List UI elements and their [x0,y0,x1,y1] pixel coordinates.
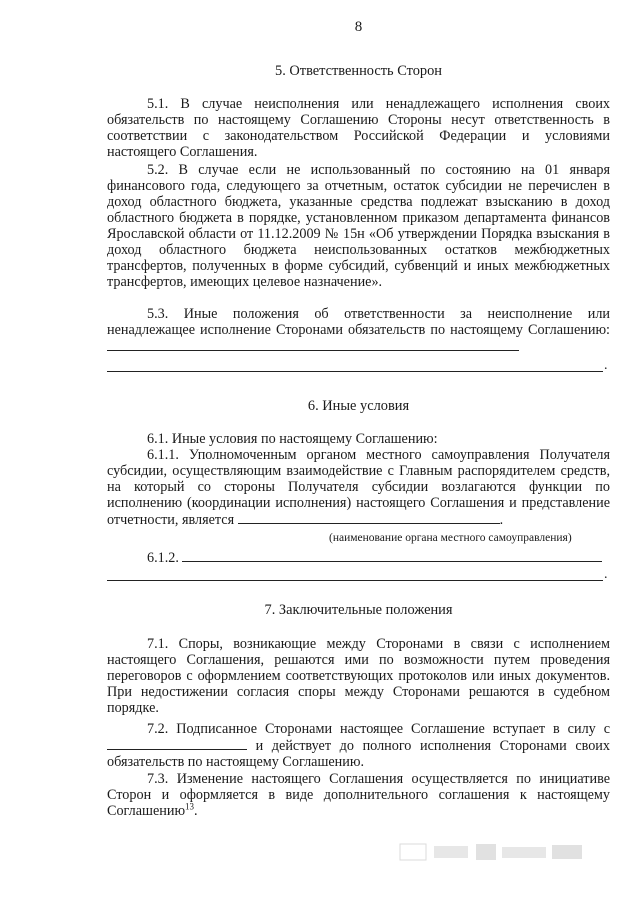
blank-5-3-period: . [604,358,608,373]
paragraph-6-1-2 [107,549,610,566]
paragraph-5-3-text: 5.3. Иные положения об ответственности за неисполнение или ненадлежащее исполнение Сторонами обязательств по настоящему Соглашению: [107,306,610,338]
caption-organ-name: (наименование органа местного самоуправления) [329,532,572,544]
blank-6-1-2-line-2[interactable] [107,580,603,581]
section-5-title: 5. Ответственность Сторон [275,63,442,79]
blank-7-2-date[interactable] [107,737,247,750]
blank-5-3-line-1[interactable] [107,338,519,351]
paragraph-5-2: 5.2. В случае если не использованный по состоянию на 01 января финансового года, следующего за отчетным, остаток субсидии не перечислен в доход областного бюджета, указанные средства подлежат взысканию в доход областного бюджета в порядке, установленном приказом департамента финансов Ярославской области от 11.12.2009 № 15н «Об утверждении Порядка взыскания в доход областного бюджета неиспользованных остатков межбюджетных трансфертов, полученных в форме субсидий, субвенций и иных межбюджетных трансфертов, имеющих целевое назначение». [107,162,610,290]
paragraph-5-3 [107,306,610,355]
paragraph-6-1-1: 6.1.1. Уполномоченным органом местного самоуправления Получателя субсидии, осуществляющим взаимодействие с Главным распорядителем средств, на который со стороны Получателя субсидии возлагаются функции по исполнению (координации исполнения) настоящего Соглашения и представление отчетности, является . [107,447,610,528]
paragraph-6-1-2-label: 6.1.2. [147,550,179,566]
paragraph-6-1-1-text: 6.1.1. Уполномоченным органом местного самоуправления Получателя субсидии, осуществляющим взаимодействие с Главным распорядителем средств, на который со стороны Получателя субсидии возлагаются функции по исполнению (координации исполнения) настоящего Соглашения и представление отчетности, является [107,447,610,528]
faint-stamp-mark [398,838,598,864]
paragraph-7-2-text-a: 7.2. Подписанное Сторонами настоящее Соглашение вступает в силу с [147,721,610,737]
paragraph-7-1: 7.1. Споры, возникающие между Сторонами в связи с исполнением настоящего Соглашения, решаются ими по возможности путем проведения переговоров с оформлением соответствующих протоколов или иных документов. При недостижении согласия споры между Сторонами решаются в судебном порядке. [107,636,610,716]
blank-6-1-2-period: . [604,567,608,582]
section-7-title: 7. Заключительные положения [264,602,453,618]
paragraph-6-1: 6.1. Иные условия по настоящему Соглашению: [147,431,438,447]
blank-6-1-2-line-1[interactable] [182,549,602,562]
paragraph-5-1: 5.1. В случае неисполнения или ненадлежащего исполнения своих обязательств по настоящему Соглашению Стороны несут ответственность в соответствии с законодательством Российской Федерации и условиями настоящего Соглашения. [107,96,610,160]
page-number: 8 [354,19,363,35]
paragraph-7-2-text-b: и действует до полного исполнения Сторонами своих обязательств по настоящему Соглашению. [107,738,610,770]
blank-5-3-line-2[interactable] [107,371,603,372]
paragraph-7-3 [107,771,610,819]
blank-6-1-1-line[interactable] [238,511,500,524]
section-6-title: 6. Иные условия [307,398,410,414]
footnote-ref-13[interactable]: 13 [185,801,195,812]
paragraph-7-3-text: 7.3. Изменение настоящего Соглашения осуществляется по инициативе Сторон и оформляется в виде дополнительного соглашения к настоящему Соглашению [107,771,610,819]
paragraph-7-3-end: . [194,803,198,819]
paragraph-7-2 [107,721,610,770]
